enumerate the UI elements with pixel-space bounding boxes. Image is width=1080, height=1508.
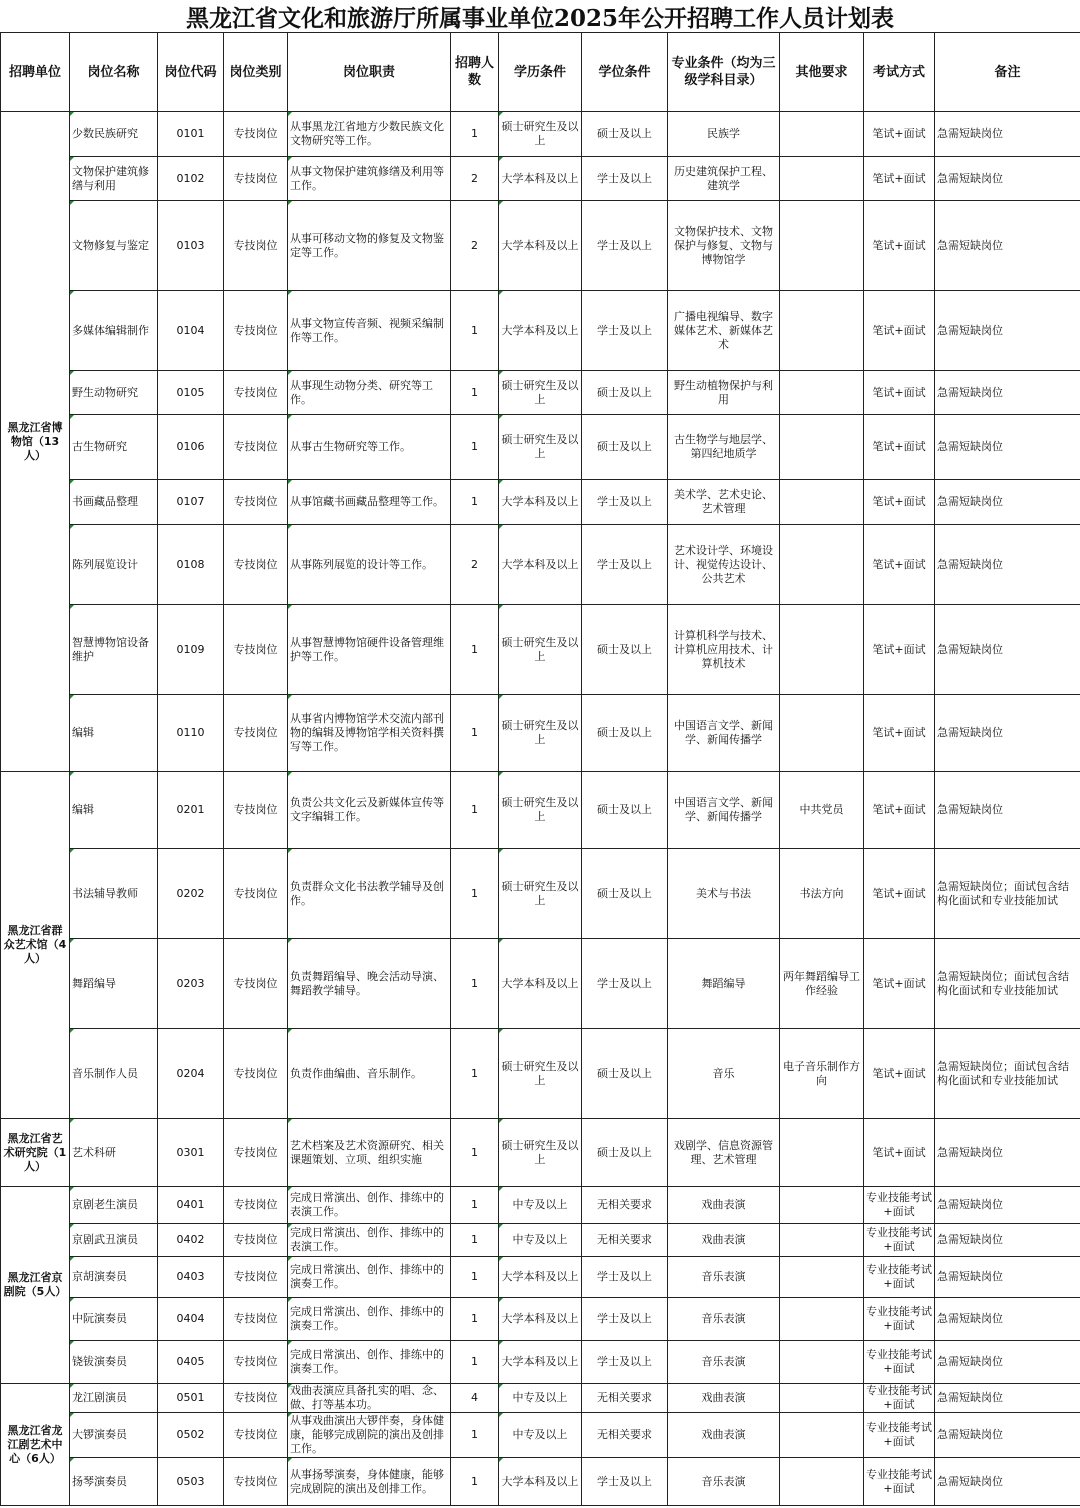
table-row (1, 291, 1080, 371)
code-cell: 0202 (158, 849, 224, 939)
duty-cell: 从事陈列展览的设计等工作。 (288, 525, 451, 605)
remark-cell: 急需短缺岗位 (935, 695, 1080, 772)
edu-cell: 大学本科及以上 (499, 1341, 582, 1384)
exam-cell: 笔试+面试 (864, 291, 935, 371)
major-cell: 民族学 (668, 112, 780, 157)
category-cell: 专技岗位 (224, 525, 288, 605)
edu-cell: 大学本科及以上 (499, 291, 582, 371)
column-header: 岗位名称 (70, 33, 158, 112)
other-cell (780, 201, 864, 291)
count-cell: 1 (451, 112, 499, 157)
column-header: 考试方式 (864, 33, 935, 112)
category-cell: 专技岗位 (224, 1119, 288, 1187)
exam-cell: 专业技能考试+面试 (864, 1187, 935, 1224)
degree-cell: 学士及以上 (582, 1298, 668, 1341)
code-cell: 0109 (158, 605, 224, 695)
exam-cell: 专业技能考试+面试 (864, 1413, 935, 1458)
table-row (1, 1224, 1080, 1257)
code-cell: 0204 (158, 1029, 224, 1119)
column-header: 其他要求 (780, 33, 864, 112)
other-cell: 电子音乐制作方向 (780, 1029, 864, 1119)
count-cell: 1 (451, 605, 499, 695)
major-cell: 历史建筑保护工程、建筑学 (668, 157, 780, 201)
category-cell: 专技岗位 (224, 1298, 288, 1341)
category-cell: 专技岗位 (224, 415, 288, 480)
major-cell: 戏曲表演 (668, 1187, 780, 1224)
duty-cell: 从事古生物研究等工作。 (288, 415, 451, 480)
column-header: 招聘人数 (451, 33, 499, 112)
name-cell: 文物保护建筑修缮与利用 (70, 157, 158, 201)
remark-cell: 急需短缺岗位 (935, 291, 1080, 371)
name-cell: 中阮演奏员 (70, 1298, 158, 1341)
degree-cell: 硕士及以上 (582, 1029, 668, 1119)
edu-cell: 硕士研究生及以上 (499, 772, 582, 849)
count-cell: 1 (451, 939, 499, 1029)
edu-cell: 大学本科及以上 (499, 939, 582, 1029)
exam-cell: 笔试+面试 (864, 1119, 935, 1187)
other-cell (780, 1413, 864, 1458)
duty-cell: 从事戏曲演出大锣伴奏，身体健康，能够完成剧院的演出及创排工作。 (288, 1413, 451, 1458)
remark-cell: 急需短缺岗位 (935, 1298, 1080, 1341)
category-cell: 专技岗位 (224, 291, 288, 371)
duty-cell: 戏曲表演应具备扎实的唱、念、做、打等基本功。 (288, 1384, 451, 1413)
degree-cell: 学士及以上 (582, 525, 668, 605)
column-header: 招聘单位 (1, 33, 70, 112)
duty-cell: 负责作曲编曲、音乐制作。 (288, 1029, 451, 1119)
count-cell: 1 (451, 1458, 499, 1506)
name-cell: 艺术科研 (70, 1119, 158, 1187)
category-cell: 专技岗位 (224, 939, 288, 1029)
major-cell: 戏曲表演 (668, 1224, 780, 1257)
major-cell: 戏曲表演 (668, 1384, 780, 1413)
exam-cell: 笔试+面试 (864, 480, 935, 525)
category-cell: 专技岗位 (224, 1187, 288, 1224)
remark-cell: 急需短缺岗位 (935, 480, 1080, 525)
remark-cell: 急需短缺岗位；面试包含结构化面试和专业技能加试 (935, 939, 1080, 1029)
exam-cell: 笔试+面试 (864, 605, 935, 695)
exam-cell: 笔试+面试 (864, 415, 935, 480)
unit-cell: 黑龙江省博物馆（13人） (1, 112, 70, 772)
code-cell: 0203 (158, 939, 224, 1029)
table-row (1, 1187, 1080, 1224)
table-row (1, 1119, 1080, 1187)
count-cell: 1 (451, 849, 499, 939)
category-cell: 专技岗位 (224, 695, 288, 772)
degree-cell: 学士及以上 (582, 157, 668, 201)
exam-cell: 笔试+面试 (864, 112, 935, 157)
table-header-row (1, 33, 1080, 112)
name-cell: 智慧博物馆设备维护 (70, 605, 158, 695)
name-cell: 京剧武丑演员 (70, 1224, 158, 1257)
duty-cell: 完成日常演出、创作、排练中的表演工作。 (288, 1187, 451, 1224)
degree-cell: 硕士及以上 (582, 415, 668, 480)
exam-cell: 笔试+面试 (864, 201, 935, 291)
code-cell: 0106 (158, 415, 224, 480)
code-cell: 0402 (158, 1224, 224, 1257)
name-cell: 京胡演奏员 (70, 1257, 158, 1298)
code-cell: 0404 (158, 1298, 224, 1341)
other-cell (780, 1341, 864, 1384)
duty-cell: 完成日常演出、创作、排练中的演奏工作。 (288, 1298, 451, 1341)
exam-cell: 专业技能考试+面试 (864, 1257, 935, 1298)
column-header: 岗位职责 (288, 33, 451, 112)
other-cell (780, 480, 864, 525)
count-cell: 4 (451, 1384, 499, 1413)
name-cell: 音乐制作人员 (70, 1029, 158, 1119)
major-cell: 音乐 (668, 1029, 780, 1119)
remark-cell: 急需短缺岗位 (935, 415, 1080, 480)
exam-cell: 笔试+面试 (864, 772, 935, 849)
category-cell: 专技岗位 (224, 849, 288, 939)
remark-cell: 急需短缺岗位；面试包含结构化面试和专业技能加试 (935, 849, 1080, 939)
other-cell (780, 291, 864, 371)
exam-cell: 笔试+面试 (864, 849, 935, 939)
edu-cell: 中专及以上 (499, 1187, 582, 1224)
category-cell: 专技岗位 (224, 201, 288, 291)
major-cell: 音乐表演 (668, 1341, 780, 1384)
edu-cell: 硕士研究生及以上 (499, 605, 582, 695)
count-cell: 2 (451, 157, 499, 201)
category-cell: 专技岗位 (224, 157, 288, 201)
count-cell: 1 (451, 1119, 499, 1187)
edu-cell: 大学本科及以上 (499, 525, 582, 605)
name-cell: 铙钹演奏员 (70, 1341, 158, 1384)
degree-cell: 学士及以上 (582, 1341, 668, 1384)
edu-cell: 硕士研究生及以上 (499, 849, 582, 939)
degree-cell: 硕士及以上 (582, 605, 668, 695)
major-cell: 文物保护技术、文物保护与修复、文物与博物馆学 (668, 201, 780, 291)
major-cell: 艺术设计学、环境设计、视觉传达设计、公共艺术 (668, 525, 780, 605)
name-cell: 文物修复与鉴定 (70, 201, 158, 291)
count-cell: 1 (451, 1257, 499, 1298)
other-cell (780, 157, 864, 201)
table-row (1, 371, 1080, 415)
table-row (1, 1298, 1080, 1341)
edu-cell: 大学本科及以上 (499, 1257, 582, 1298)
edu-cell: 大学本科及以上 (499, 157, 582, 201)
name-cell: 书法辅导教师 (70, 849, 158, 939)
edu-cell: 硕士研究生及以上 (499, 1119, 582, 1187)
degree-cell: 硕士及以上 (582, 371, 668, 415)
remark-cell: 急需短缺岗位 (935, 1257, 1080, 1298)
duty-cell: 完成日常演出、创作、排练中的表演工作。 (288, 1224, 451, 1257)
table-row (1, 772, 1080, 849)
name-cell: 舞蹈编导 (70, 939, 158, 1029)
category-cell: 专技岗位 (224, 1413, 288, 1458)
degree-cell: 学士及以上 (582, 1257, 668, 1298)
name-cell: 编辑 (70, 772, 158, 849)
duty-cell: 完成日常演出、创作、排练中的演奏工作。 (288, 1257, 451, 1298)
table-row (1, 1384, 1080, 1413)
degree-cell: 学士及以上 (582, 291, 668, 371)
duty-cell: 从事扬琴演奏，身体健康，能够完成剧院的演出及创排工作。 (288, 1458, 451, 1506)
degree-cell: 无相关要求 (582, 1224, 668, 1257)
count-cell: 2 (451, 525, 499, 605)
other-cell (780, 415, 864, 480)
count-cell: 1 (451, 1341, 499, 1384)
edu-cell: 中专及以上 (499, 1413, 582, 1458)
duty-cell: 从事文物保护建筑修缮及利用等工作。 (288, 157, 451, 201)
name-cell: 扬琴演奏员 (70, 1458, 158, 1506)
remark-cell: 急需短缺岗位 (935, 1341, 1080, 1384)
other-cell (780, 525, 864, 605)
major-cell: 广播电视编导、数字媒体艺术、新媒体艺术 (668, 291, 780, 371)
name-cell: 陈列展览设计 (70, 525, 158, 605)
name-cell: 大锣演奏员 (70, 1413, 158, 1458)
table-row (1, 201, 1080, 291)
remark-cell: 急需短缺岗位 (935, 1224, 1080, 1257)
major-cell: 野生动植物保护与利用 (668, 371, 780, 415)
edu-cell: 大学本科及以上 (499, 1298, 582, 1341)
edu-cell: 大学本科及以上 (499, 201, 582, 291)
column-header: 备注 (935, 33, 1080, 112)
recruitment-table (0, 32, 1080, 1506)
other-cell (780, 112, 864, 157)
exam-cell: 专业技能考试+面试 (864, 1298, 935, 1341)
code-cell: 0102 (158, 157, 224, 201)
other-cell (780, 1187, 864, 1224)
code-cell: 0503 (158, 1458, 224, 1506)
major-cell: 古生物学与地层学、第四纪地质学 (668, 415, 780, 480)
page-title: 黑龙江省文化和旅游厅所属事业单位2025年公开招聘工作人员计划表 (185, 5, 894, 32)
count-cell: 1 (451, 291, 499, 371)
other-cell (780, 1298, 864, 1341)
edu-cell: 硕士研究生及以上 (499, 112, 582, 157)
exam-cell: 专业技能考试+面试 (864, 1224, 935, 1257)
other-cell (780, 1119, 864, 1187)
major-cell: 音乐表演 (668, 1458, 780, 1506)
remark-cell: 急需短缺岗位 (935, 371, 1080, 415)
unit-cell: 黑龙江省群众艺术馆（4人） (1, 772, 70, 1119)
count-cell: 1 (451, 415, 499, 480)
duty-cell: 从事省内博物馆学术交流内部刊物的编辑及博物馆学相关资料撰写等工作。 (288, 695, 451, 772)
table-row (1, 1458, 1080, 1506)
count-cell: 1 (451, 1298, 499, 1341)
remark-cell: 急需短缺岗位 (935, 605, 1080, 695)
category-cell: 专技岗位 (224, 1341, 288, 1384)
category-cell: 专技岗位 (224, 1458, 288, 1506)
other-cell (780, 1458, 864, 1506)
duty-cell: 完成日常演出、创作、排练中的演奏工作。 (288, 1341, 451, 1384)
other-cell: 中共党员 (780, 772, 864, 849)
edu-cell: 大学本科及以上 (499, 480, 582, 525)
edu-cell: 中专及以上 (499, 1224, 582, 1257)
other-cell (780, 1224, 864, 1257)
table-body (1, 112, 1080, 1506)
category-cell: 专技岗位 (224, 371, 288, 415)
degree-cell: 无相关要求 (582, 1187, 668, 1224)
code-cell: 0401 (158, 1187, 224, 1224)
code-cell: 0105 (158, 371, 224, 415)
degree-cell: 硕士及以上 (582, 1119, 668, 1187)
count-cell: 2 (451, 201, 499, 291)
column-header: 学位条件 (582, 33, 668, 112)
count-cell: 1 (451, 772, 499, 849)
remark-cell: 急需短缺岗位 (935, 525, 1080, 605)
remark-cell: 急需短缺岗位 (935, 1384, 1080, 1413)
code-cell: 0201 (158, 772, 224, 849)
count-cell: 1 (451, 480, 499, 525)
table-row (1, 695, 1080, 772)
code-cell: 0110 (158, 695, 224, 772)
code-cell: 0107 (158, 480, 224, 525)
column-header: 学历条件 (499, 33, 582, 112)
exam-cell: 笔试+面试 (864, 939, 935, 1029)
name-cell: 野生动物研究 (70, 371, 158, 415)
edu-cell: 硕士研究生及以上 (499, 695, 582, 772)
exam-cell: 专业技能考试+面试 (864, 1341, 935, 1384)
other-cell (780, 605, 864, 695)
name-cell: 京剧老生演员 (70, 1187, 158, 1224)
category-cell: 专技岗位 (224, 112, 288, 157)
code-cell: 0502 (158, 1413, 224, 1458)
major-cell: 音乐表演 (668, 1257, 780, 1298)
other-cell (780, 371, 864, 415)
duty-cell: 从事可移动文物的修复及文物鉴定等工作。 (288, 201, 451, 291)
name-cell: 少数民族研究 (70, 112, 158, 157)
table-row (1, 1413, 1080, 1458)
table-row (1, 112, 1080, 157)
name-cell: 龙江剧演员 (70, 1384, 158, 1413)
remark-cell: 急需短缺岗位 (935, 1458, 1080, 1506)
exam-cell: 专业技能考试+面试 (864, 1384, 935, 1413)
edu-cell: 硕士研究生及以上 (499, 415, 582, 480)
code-cell: 0103 (158, 201, 224, 291)
table-row (1, 605, 1080, 695)
degree-cell: 无相关要求 (582, 1384, 668, 1413)
code-cell: 0101 (158, 112, 224, 157)
remark-cell: 急需短缺岗位 (935, 201, 1080, 291)
other-cell: 书法方向 (780, 849, 864, 939)
degree-cell: 硕士及以上 (582, 112, 668, 157)
category-cell: 专技岗位 (224, 480, 288, 525)
count-cell: 1 (451, 1224, 499, 1257)
count-cell: 1 (451, 695, 499, 772)
remark-cell: 急需短缺岗位 (935, 112, 1080, 157)
major-cell: 音乐表演 (668, 1298, 780, 1341)
code-cell: 0301 (158, 1119, 224, 1187)
exam-cell: 笔试+面试 (864, 371, 935, 415)
duty-cell: 从事现生动物分类、研究等工作。 (288, 371, 451, 415)
duty-cell: 艺术档案及艺术资源研究、相关课题策划、立项、组织实施 (288, 1119, 451, 1187)
duty-cell: 负责公共文化云及新媒体宣传等文字编辑工作。 (288, 772, 451, 849)
count-cell: 1 (451, 1187, 499, 1224)
name-cell: 书画藏品整理 (70, 480, 158, 525)
name-cell: 多媒体编辑制作 (70, 291, 158, 371)
duty-cell: 负责舞蹈编导、晚会活动导演、舞蹈教学辅导。 (288, 939, 451, 1029)
exam-cell: 笔试+面试 (864, 525, 935, 605)
edu-cell: 中专及以上 (499, 1384, 582, 1413)
degree-cell: 无相关要求 (582, 1413, 668, 1458)
remark-cell: 急需短缺岗位 (935, 157, 1080, 201)
code-cell: 0405 (158, 1341, 224, 1384)
remark-cell: 急需短缺岗位 (935, 1413, 1080, 1458)
unit-cell: 黑龙江省艺术研究院（1人） (1, 1119, 70, 1187)
major-cell: 美术与书法 (668, 849, 780, 939)
edu-cell: 硕士研究生及以上 (499, 1029, 582, 1119)
count-cell: 1 (451, 371, 499, 415)
table-row (1, 480, 1080, 525)
exam-cell: 笔试+面试 (864, 1029, 935, 1119)
name-cell: 古生物研究 (70, 415, 158, 480)
major-cell: 计算机科学与技术、计算机应用技术、计算机技术 (668, 605, 780, 695)
degree-cell: 学士及以上 (582, 1458, 668, 1506)
other-cell (780, 695, 864, 772)
category-cell: 专技岗位 (224, 1029, 288, 1119)
degree-cell: 学士及以上 (582, 201, 668, 291)
other-cell (780, 1257, 864, 1298)
category-cell: 专技岗位 (224, 1224, 288, 1257)
table-row (1, 157, 1080, 201)
code-cell: 0104 (158, 291, 224, 371)
exam-cell: 专业技能考试+面试 (864, 1458, 935, 1506)
column-header: 岗位代码 (158, 33, 224, 112)
duty-cell: 从事智慧博物馆硬件设备管理维护等工作。 (288, 605, 451, 695)
table-row (1, 849, 1080, 939)
major-cell: 中国语言文学、新闻学、新闻传播学 (668, 695, 780, 772)
unit-cell: 黑龙江省京剧院（5人） (1, 1187, 70, 1384)
table-row (1, 939, 1080, 1029)
table-row (1, 1341, 1080, 1384)
table-row (1, 1257, 1080, 1298)
count-cell: 1 (451, 1029, 499, 1119)
code-cell: 0501 (158, 1384, 224, 1413)
remark-cell: 急需短缺岗位 (935, 1119, 1080, 1187)
other-cell (780, 1384, 864, 1413)
exam-cell: 笔试+面试 (864, 695, 935, 772)
degree-cell: 硕士及以上 (582, 772, 668, 849)
degree-cell: 学士及以上 (582, 480, 668, 525)
table-row (1, 1029, 1080, 1119)
major-cell: 中国语言文学、新闻学、新闻传播学 (668, 772, 780, 849)
duty-cell: 从事馆藏书画藏品整理等工作。 (288, 480, 451, 525)
duty-cell: 负责群众文化书法教学辅导及创作。 (288, 849, 451, 939)
major-cell: 戏剧学、信息资源管理、艺术管理 (668, 1119, 780, 1187)
category-cell: 专技岗位 (224, 1384, 288, 1413)
category-cell: 专技岗位 (224, 1257, 288, 1298)
remark-cell: 急需短缺岗位；面试包含结构化面试和专业技能加试 (935, 1029, 1080, 1119)
major-cell: 美术学、艺术史论、艺术管理 (668, 480, 780, 525)
name-cell: 编辑 (70, 695, 158, 772)
major-cell: 戏曲表演 (668, 1413, 780, 1458)
count-cell: 1 (451, 1413, 499, 1458)
degree-cell: 硕士及以上 (582, 695, 668, 772)
column-header: 岗位类别 (224, 33, 288, 112)
edu-cell: 大学本科及以上 (499, 1458, 582, 1506)
code-cell: 0108 (158, 525, 224, 605)
column-header: 专业条件（均为三级学科目录） (668, 33, 780, 112)
remark-cell: 急需短缺岗位 (935, 772, 1080, 849)
exam-cell: 笔试+面试 (864, 157, 935, 201)
major-cell: 舞蹈编导 (668, 939, 780, 1029)
remark-cell: 急需短缺岗位 (935, 1187, 1080, 1224)
unit-cell: 黑龙江省龙江剧艺术中心（6人） (1, 1384, 70, 1506)
category-cell: 专技岗位 (224, 772, 288, 849)
degree-cell: 硕士及以上 (582, 849, 668, 939)
edu-cell: 硕士研究生及以上 (499, 371, 582, 415)
duty-cell: 从事文物宣传音频、视频采编制作等工作。 (288, 291, 451, 371)
table-row (1, 525, 1080, 605)
other-cell: 两年舞蹈编导工作经验 (780, 939, 864, 1029)
code-cell: 0403 (158, 1257, 224, 1298)
degree-cell: 学士及以上 (582, 939, 668, 1029)
category-cell: 专技岗位 (224, 605, 288, 695)
duty-cell: 从事黑龙江省地方少数民族文化文物研究等工作。 (288, 112, 451, 157)
table-row (1, 415, 1080, 480)
